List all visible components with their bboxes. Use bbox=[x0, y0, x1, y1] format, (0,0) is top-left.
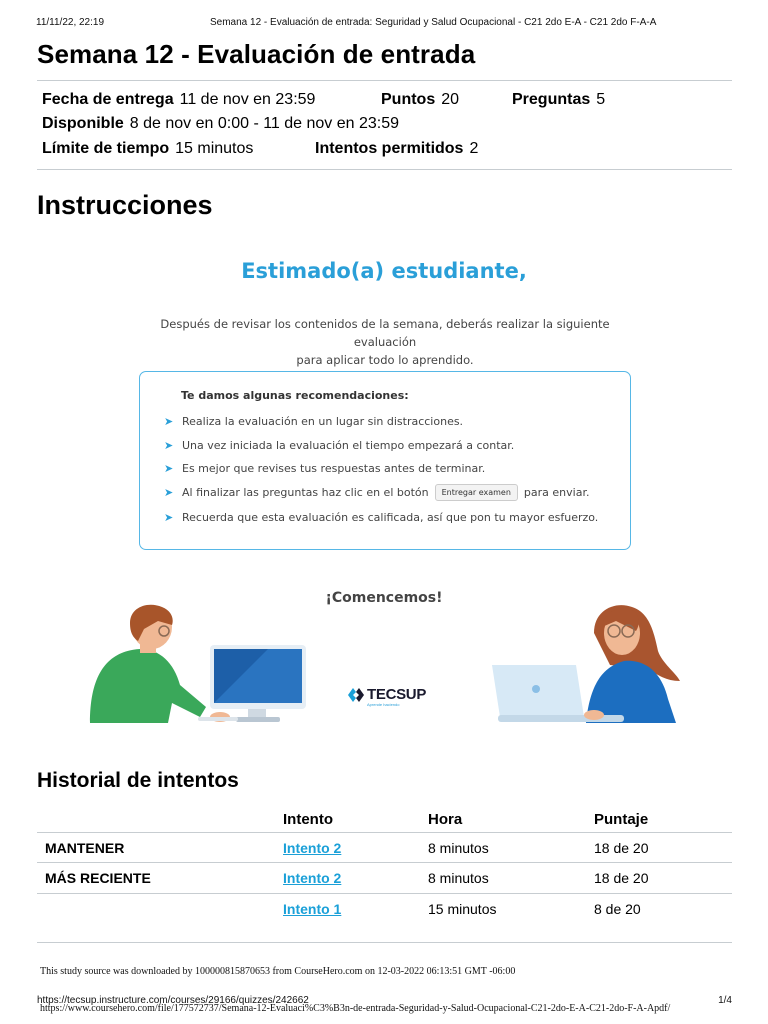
available-label: Disponible bbox=[42, 115, 124, 132]
source-url: https://www.coursehero.com/file/177572737/Semana-12-Evaluaci%C3%B3n-de-entrada-Seguridad-y-Salud-Ocupacional-C21-2do-E-A-C21-2do-F-A-Apdf/ bbox=[40, 1003, 671, 1014]
available-value: 8 de nov en 0:00 - 11 de nov en 23:59 bbox=[129, 115, 400, 132]
questions bbox=[512, 91, 605, 109]
questions-label: Preguntas bbox=[512, 91, 591, 108]
recommendation-item: ➤ Recuerda que esta evaluación es calificada, así que pon tu mayor esfuerzo. bbox=[164, 511, 599, 524]
recommendations-title: Te damos algunas recomendaciones: bbox=[181, 389, 409, 402]
row-label-keep: MANTENER bbox=[45, 840, 125, 856]
due-label: Fecha de entrega bbox=[42, 91, 174, 108]
attempts-allowed bbox=[315, 140, 478, 158]
divider bbox=[37, 80, 732, 81]
print-datetime: 11/11/22, 22:19 bbox=[36, 17, 105, 28]
table-divider bbox=[37, 893, 732, 894]
history-heading: Historial de intentos bbox=[37, 769, 239, 792]
column-header-attempt: Intento bbox=[283, 811, 333, 828]
attempts-label: Intentos permitidos bbox=[315, 140, 464, 157]
logo-text: TECSUP bbox=[367, 686, 427, 703]
time-limit-label: Límite de tiempo bbox=[42, 140, 170, 157]
arrow-icon: ➤ bbox=[164, 439, 174, 452]
start-text: ¡Comencemos! bbox=[325, 590, 443, 606]
row-label-latest: MÁS RECIENTE bbox=[45, 870, 151, 886]
time-limit bbox=[42, 140, 253, 158]
arrow-icon: ➤ bbox=[164, 486, 174, 499]
attempt-time: 15 minutos bbox=[428, 901, 497, 917]
arrow-icon: ➤ bbox=[164, 462, 174, 475]
column-header-time: Hora bbox=[428, 811, 463, 828]
attempt-link[interactable]: Intento 2 bbox=[283, 870, 342, 886]
logo-subtitle: Aprende haciendo bbox=[367, 702, 400, 707]
points-value: 20 bbox=[441, 91, 460, 108]
tecsup-logo-icon bbox=[348, 688, 364, 702]
print-header bbox=[36, 17, 732, 31]
recommendation-item: ➤ Es mejor que revises tus respuestas antes de terminar. bbox=[164, 462, 486, 475]
arrow-icon: ➤ bbox=[164, 415, 174, 428]
page-title: Semana 12 - Evaluación de entrada bbox=[37, 39, 476, 69]
attempt-score: 18 de 20 bbox=[594, 840, 649, 856]
divider bbox=[37, 169, 732, 170]
recommendation-item: ➤ Al finalizar las preguntas haz clic en el botón Entregar examen para enviar. bbox=[164, 486, 590, 499]
due-value: 11 de nov en 23:59 bbox=[179, 91, 316, 108]
page-number: 1/4 bbox=[718, 995, 732, 1006]
table-divider bbox=[37, 862, 732, 863]
recommendation-item: ➤ Una vez iniciada la evaluación el tiempo empezará a contar. bbox=[164, 439, 515, 452]
table-divider bbox=[37, 832, 732, 833]
print-title: Semana 12 - Evaluación de entrada: Seguridad y Salud Ocupacional - C21 2do E-A - C21 2do F-A-A bbox=[210, 17, 657, 28]
availability bbox=[42, 115, 399, 133]
attempt-link[interactable]: Intento 1 bbox=[283, 901, 342, 917]
tecsup-logo bbox=[348, 686, 426, 703]
divider bbox=[37, 942, 732, 943]
greeting: Estimado(a) estudiante, bbox=[241, 259, 527, 283]
attempt-link[interactable]: Intento 2 bbox=[283, 840, 342, 856]
submit-exam-button-illustration: Entregar examen bbox=[435, 484, 518, 501]
questions-value: 5 bbox=[596, 91, 606, 108]
instructions-heading: Instrucciones bbox=[37, 190, 213, 220]
intro-line: Después de revisar los contenidos de la semana, deberás realizar la siguiente evaluación bbox=[160, 317, 610, 349]
due-date bbox=[42, 91, 315, 109]
download-note: This study source was downloaded by 100000815870653 from CourseHero.com on 12-03-2022 06:13:51 GMT -06:00 bbox=[40, 966, 516, 977]
student-laptop-illustration bbox=[490, 603, 682, 725]
student-desktop-illustration bbox=[88, 603, 310, 725]
intro-text bbox=[140, 315, 630, 369]
column-header-score: Puntaje bbox=[594, 811, 649, 828]
attempts-value: 2 bbox=[469, 140, 479, 157]
arrow-icon: ➤ bbox=[164, 511, 174, 524]
recommendation-item: ➤ Realiza la evaluación en un lugar sin distracciones. bbox=[164, 415, 464, 428]
points bbox=[381, 91, 459, 109]
time-limit-value: 15 minutos bbox=[175, 140, 254, 157]
attempt-score: 8 de 20 bbox=[594, 901, 641, 917]
page-url: https://tecsup.instructure.com/courses/29166/quizzes/242662 bbox=[37, 995, 309, 1006]
points-label: Puntos bbox=[381, 91, 436, 108]
recommendations-box bbox=[139, 371, 631, 550]
intro-line: para aplicar todo lo aprendido. bbox=[296, 353, 474, 367]
attempt-score: 18 de 20 bbox=[594, 870, 649, 886]
attempt-time: 8 minutos bbox=[428, 840, 489, 856]
attempt-time: 8 minutos bbox=[428, 870, 489, 886]
